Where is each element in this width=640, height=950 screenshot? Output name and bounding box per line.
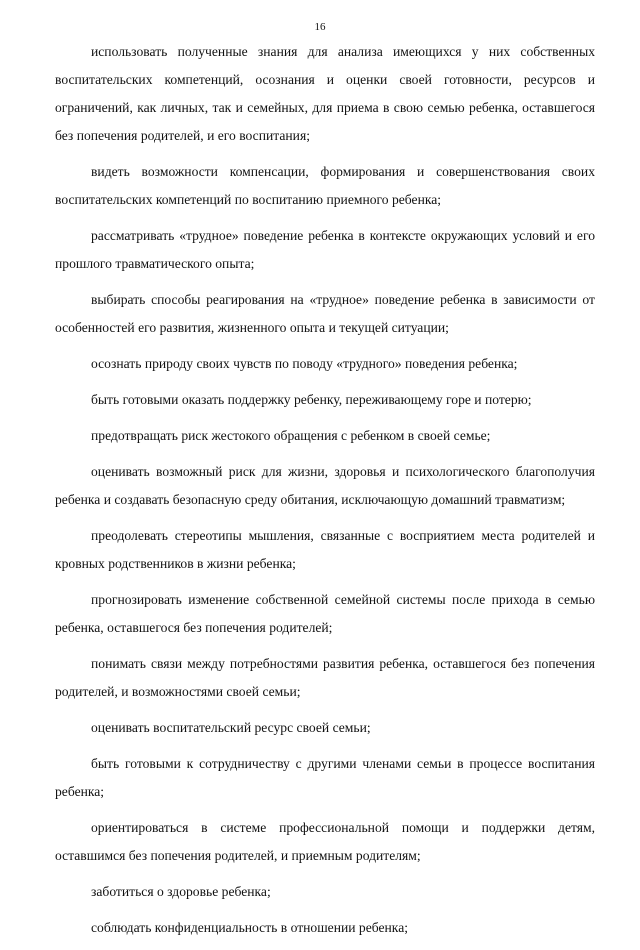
document-body (55, 38, 595, 950)
paragraph: прогнозировать изменение собственной семейной системы после прихода в семью ребенка, оставшегося без попечения родителей; (55, 592, 595, 635)
paragraph: преодолевать стереотипы мышления, связанные с восприятием места родителей и кровных родственников в жизни ребенка; (55, 528, 595, 571)
paragraph: быть готовыми к сотрудничеству с другими членами семьи в процессе воспитания ребенка; (55, 756, 595, 799)
paragraph: осознать природу своих чувств по поводу «трудного» поведения ребенка; (91, 356, 518, 371)
paragraph: оценивать возможный риск для жизни, здоровья и психологического благополучия ребенка и создавать безопасную среду обитания, исключающую домашний травматизм; (55, 464, 595, 507)
paragraph: соблюдать конфиденциальность в отношении ребенка; (91, 920, 409, 935)
paragraph: выбирать способы реагирования на «трудное» поведение ребенка в зависимости от особенностей его развития, жизненного опыта и текущей ситуации; (55, 292, 595, 335)
paragraph: понимать связи между потребностями развития ребенка, оставшегося без попечения родителей, и возможностями своей семьи; (55, 656, 595, 699)
paragraph: оценивать воспитательский ресурс своей семьи; (91, 720, 371, 735)
paragraph: предотвращать риск жестокого обращения с ребенком в своей семье; (91, 428, 491, 443)
paragraph: быть готовыми оказать поддержку ребенку, переживающему горе и потерю; (91, 392, 532, 407)
page-number: 16 (314, 21, 326, 33)
paragraph: использовать полученные знания для анализа имеющихся у них собственных воспитательских компетенций, осознания и оценки своей готовности, ресурсов и ограничений, как личных, так и семейных, для приема в свою семью ребенка, оставшегося без попечения родителей, и его воспитания; (55, 44, 595, 143)
paragraph: видеть возможности компенсации, формирования и совершенствования своих воспитательских компетенций по воспитанию приемного ребенка; (55, 164, 595, 207)
paragraph: рассматривать «трудное» поведение ребенка в контексте окружающих условий и его прошлого травматического опыта; (55, 228, 595, 271)
paragraph: заботиться о здоровье ребенка; (91, 884, 271, 899)
paragraph: ориентироваться в системе профессиональной помощи и поддержки детям, оставшимся без попечения родителей, и приемным родителям; (55, 820, 595, 863)
